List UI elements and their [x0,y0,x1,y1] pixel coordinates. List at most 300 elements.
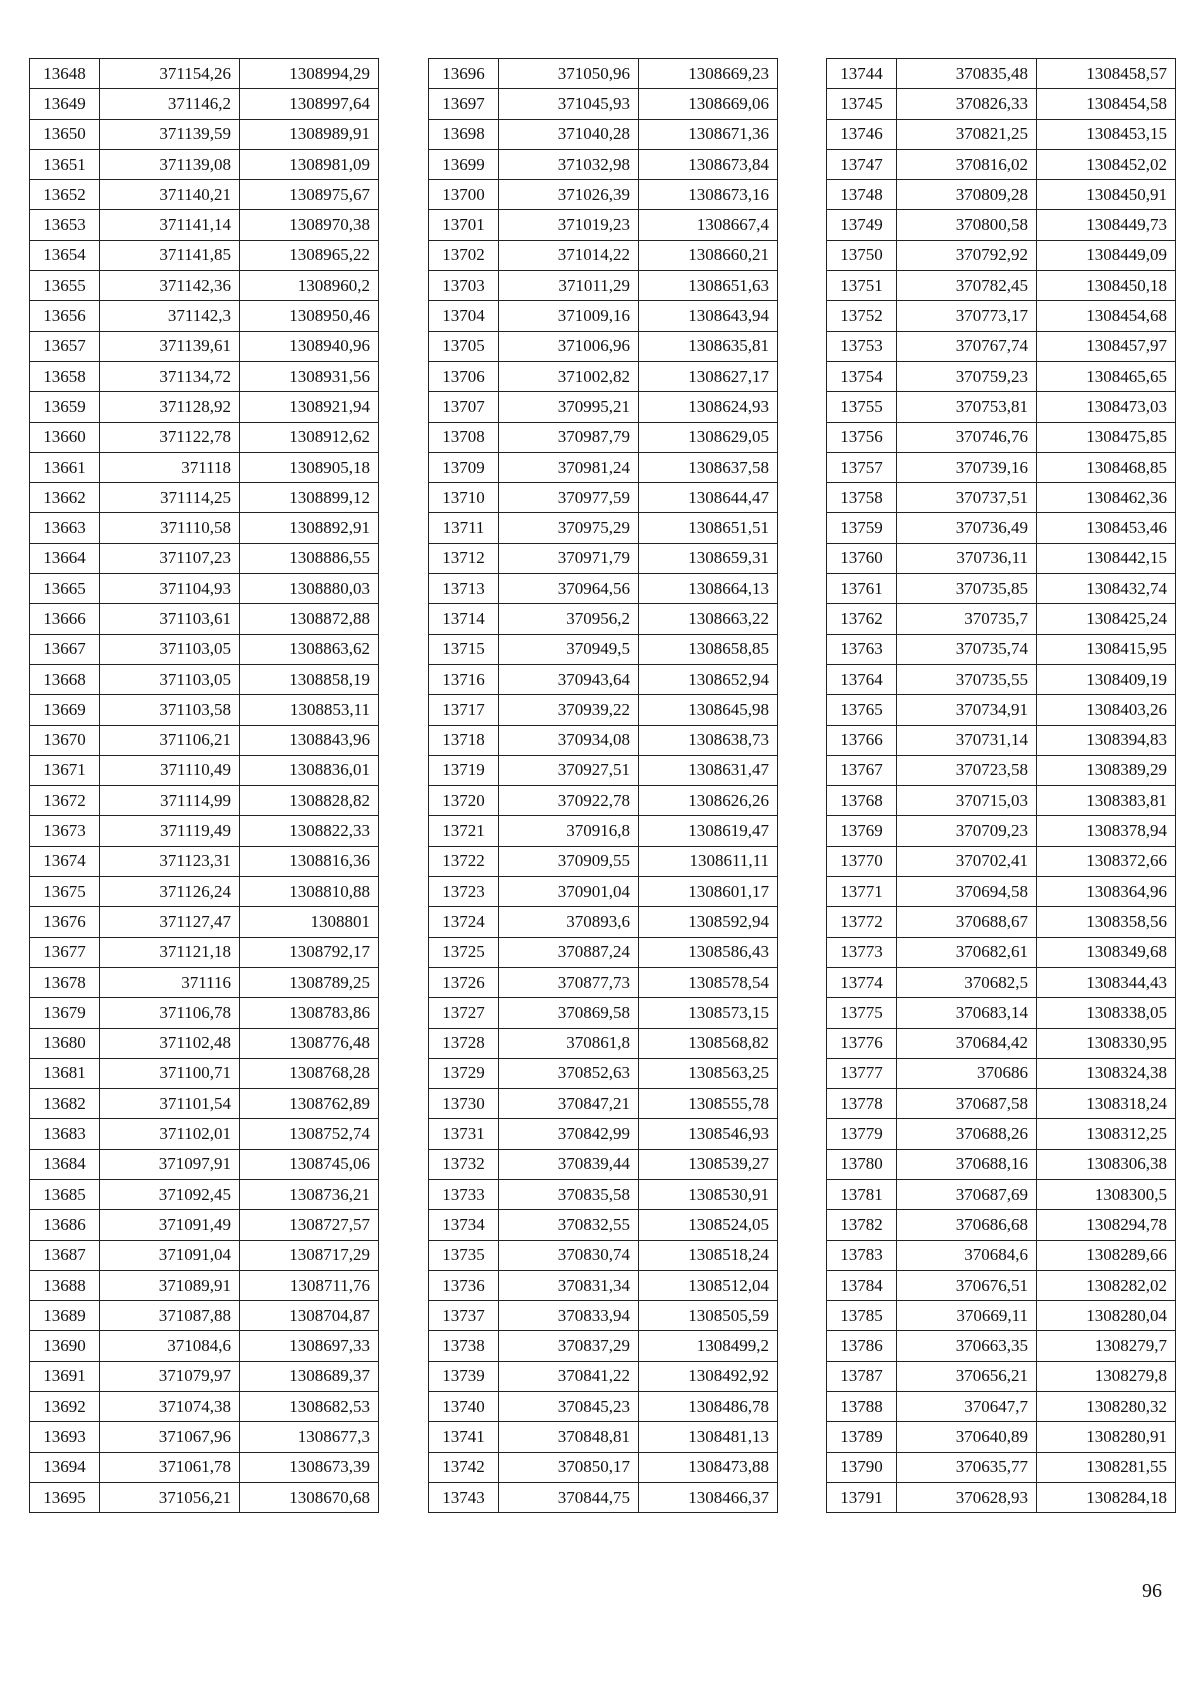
y-coordinate-cell: 1308660,21 [639,240,778,270]
table-row [827,271,1176,301]
table-row [30,301,379,331]
y-coordinate-cell: 1308473,03 [1037,392,1176,422]
x-coordinate-cell: 371002,82 [499,361,639,391]
table-row [30,604,379,634]
y-coordinate-cell: 1308836,01 [240,755,379,785]
y-coordinate-cell: 1308960,2 [240,271,379,301]
x-coordinate-cell: 370837,29 [499,1331,639,1361]
table-row [429,149,778,179]
table-row [827,1179,1176,1209]
point-id-cell: 13733 [429,1179,499,1209]
point-id-cell: 13668 [30,664,100,694]
point-id-cell: 13773 [827,937,897,967]
x-coordinate-cell: 370686 [897,1058,1037,1088]
y-coordinate-cell: 1308389,29 [1037,755,1176,785]
table-row [827,543,1176,573]
point-id-cell: 13778 [827,1089,897,1119]
y-coordinate-cell: 1308415,95 [1037,634,1176,664]
y-coordinate-cell: 1308358,56 [1037,907,1176,937]
y-coordinate-cell: 1308279,8 [1037,1361,1176,1391]
y-coordinate-cell: 1308452,02 [1037,149,1176,179]
table-row [30,89,379,119]
y-coordinate-cell: 1308745,06 [240,1149,379,1179]
y-coordinate-cell: 1308462,36 [1037,483,1176,513]
x-coordinate-cell: 371084,6 [100,1331,240,1361]
point-id-cell: 13723 [429,877,499,907]
x-coordinate-cell: 371102,01 [100,1119,240,1149]
point-id-cell: 13745 [827,89,897,119]
x-coordinate-cell: 371040,28 [499,119,639,149]
table-row [429,1089,778,1119]
table-row [429,1119,778,1149]
table-row [30,1240,379,1270]
table-row [429,1028,778,1058]
table-row [30,1089,379,1119]
table-row [30,1149,379,1179]
y-coordinate-cell: 1308981,09 [240,149,379,179]
point-id-cell: 13656 [30,301,100,331]
y-coordinate-cell: 1308546,93 [639,1119,778,1149]
point-id-cell: 13709 [429,452,499,482]
table-row [30,1452,379,1482]
x-coordinate-cell: 370887,24 [499,937,639,967]
point-id-cell: 13751 [827,271,897,301]
y-coordinate-cell: 1308505,59 [639,1301,778,1331]
point-id-cell: 13698 [429,119,499,149]
y-coordinate-cell: 1308637,58 [639,452,778,482]
y-coordinate-cell: 1308658,85 [639,634,778,664]
point-id-cell: 13660 [30,422,100,452]
point-id-cell: 13786 [827,1331,897,1361]
point-id-cell: 13692 [30,1392,100,1422]
table-row [827,331,1176,361]
point-id-cell: 13754 [827,361,897,391]
x-coordinate-cell: 370682,61 [897,937,1037,967]
table-row [827,1270,1176,1300]
point-id-cell: 13760 [827,543,897,573]
table-row [30,998,379,1028]
y-coordinate-cell: 1308284,18 [1037,1482,1176,1512]
point-id-cell: 13742 [429,1452,499,1482]
point-id-cell: 13755 [827,392,897,422]
table-row [30,210,379,240]
x-coordinate-cell: 370682,5 [897,967,1037,997]
table-row [30,1179,379,1209]
point-id-cell: 13651 [30,149,100,179]
table-row [827,1482,1176,1512]
point-id-cell: 13721 [429,816,499,846]
point-id-cell: 13764 [827,664,897,694]
x-coordinate-cell: 371114,99 [100,786,240,816]
table-row [827,907,1176,937]
x-coordinate-cell: 371014,22 [499,240,639,270]
y-coordinate-cell: 1308318,24 [1037,1089,1176,1119]
point-id-cell: 13678 [30,967,100,997]
point-id-cell: 13738 [429,1331,499,1361]
y-coordinate-cell: 1308425,24 [1037,604,1176,634]
x-coordinate-cell: 371061,78 [100,1452,240,1482]
y-coordinate-cell: 1308619,47 [639,816,778,846]
x-coordinate-cell: 371154,26 [100,59,240,89]
y-coordinate-cell: 1308651,51 [639,513,778,543]
table-row [429,967,778,997]
point-id-cell: 13708 [429,422,499,452]
y-coordinate-cell: 1308673,39 [240,1452,379,1482]
x-coordinate-cell: 370842,99 [499,1119,639,1149]
table-row [827,210,1176,240]
point-id-cell: 13676 [30,907,100,937]
point-id-cell: 13757 [827,452,897,482]
x-coordinate-cell: 370841,22 [499,1361,639,1391]
coordinate-table-3 [826,58,1176,1513]
table-row [429,1452,778,1482]
point-id-cell: 13753 [827,331,897,361]
x-coordinate-cell: 370877,73 [499,967,639,997]
point-id-cell: 13674 [30,846,100,876]
table-row [429,1240,778,1270]
table-row [827,846,1176,876]
table-row [30,271,379,301]
point-id-cell: 13724 [429,907,499,937]
coordinate-table-2 [428,58,778,1513]
x-coordinate-cell: 371050,96 [499,59,639,89]
point-id-cell: 13648 [30,59,100,89]
table-row [827,1210,1176,1240]
x-coordinate-cell: 370800,58 [897,210,1037,240]
x-coordinate-cell: 370850,17 [499,1452,639,1482]
x-coordinate-cell: 370852,63 [499,1058,639,1088]
point-id-cell: 13777 [827,1058,897,1088]
x-coordinate-cell: 370684,42 [897,1028,1037,1058]
y-coordinate-cell: 1308539,27 [639,1149,778,1179]
y-coordinate-cell: 1308601,17 [639,877,778,907]
y-coordinate-cell: 1308736,21 [240,1179,379,1209]
point-id-cell: 13665 [30,574,100,604]
point-id-cell: 13717 [429,695,499,725]
table-row [827,89,1176,119]
x-coordinate-cell: 371009,16 [499,301,639,331]
y-coordinate-cell: 1308449,09 [1037,240,1176,270]
y-coordinate-cell: 1308453,15 [1037,119,1176,149]
y-coordinate-cell: 1308663,22 [639,604,778,634]
table-row [429,937,778,967]
x-coordinate-cell: 370934,08 [499,725,639,755]
table-row [429,664,778,694]
point-id-cell: 13650 [30,119,100,149]
y-coordinate-cell: 1308349,68 [1037,937,1176,967]
table-row [429,574,778,604]
x-coordinate-cell: 370656,21 [897,1361,1037,1391]
table-row [30,907,379,937]
x-coordinate-cell: 371110,58 [100,513,240,543]
y-coordinate-cell: 1308378,94 [1037,816,1176,846]
x-coordinate-cell: 370922,78 [499,786,639,816]
x-coordinate-cell: 370688,26 [897,1119,1037,1149]
table-row [827,1149,1176,1179]
point-id-cell: 13761 [827,574,897,604]
point-id-cell: 13652 [30,180,100,210]
point-id-cell: 13714 [429,604,499,634]
y-coordinate-cell: 1308677,3 [240,1422,379,1452]
point-id-cell: 13787 [827,1361,897,1391]
x-coordinate-cell: 371097,91 [100,1149,240,1179]
point-id-cell: 13685 [30,1179,100,1209]
x-coordinate-cell: 370809,28 [897,180,1037,210]
table-row [30,513,379,543]
x-coordinate-cell: 370821,25 [897,119,1037,149]
y-coordinate-cell: 1308752,74 [240,1119,379,1149]
y-coordinate-cell: 1308997,64 [240,89,379,119]
y-coordinate-cell: 1308457,97 [1037,331,1176,361]
x-coordinate-cell: 371118 [100,452,240,482]
x-coordinate-cell: 371091,04 [100,1240,240,1270]
x-coordinate-cell: 370792,92 [897,240,1037,270]
table-row [827,301,1176,331]
point-id-cell: 13734 [429,1210,499,1240]
y-coordinate-cell: 1308279,7 [1037,1331,1176,1361]
point-id-cell: 13694 [30,1452,100,1482]
x-coordinate-cell: 370688,67 [897,907,1037,937]
y-coordinate-cell: 1308886,55 [240,543,379,573]
x-coordinate-cell: 371079,97 [100,1361,240,1391]
y-coordinate-cell: 1308280,91 [1037,1422,1176,1452]
point-id-cell: 13740 [429,1392,499,1422]
point-id-cell: 13730 [429,1089,499,1119]
y-coordinate-cell: 1308409,19 [1037,664,1176,694]
table-row [827,422,1176,452]
x-coordinate-cell: 370688,16 [897,1149,1037,1179]
table-row [30,1270,379,1300]
table-row [429,1331,778,1361]
x-coordinate-cell: 370753,81 [897,392,1037,422]
point-id-cell: 13732 [429,1149,499,1179]
table-row [827,1361,1176,1391]
table-row [30,149,379,179]
x-coordinate-cell: 371103,05 [100,634,240,664]
point-id-cell: 13696 [429,59,499,89]
x-coordinate-cell: 371142,36 [100,271,240,301]
x-coordinate-cell: 370901,04 [499,877,639,907]
y-coordinate-cell: 1308432,74 [1037,574,1176,604]
table-row [30,1028,379,1058]
x-coordinate-cell: 371026,39 [499,180,639,210]
y-coordinate-cell: 1308473,88 [639,1452,778,1482]
table-row [429,543,778,573]
point-id-cell: 13791 [827,1482,897,1512]
x-coordinate-cell: 371116 [100,967,240,997]
y-coordinate-cell: 1308555,78 [639,1089,778,1119]
table-row [827,1331,1176,1361]
point-id-cell: 13675 [30,877,100,907]
x-coordinate-cell: 371087,88 [100,1301,240,1331]
x-coordinate-cell: 370861,8 [499,1028,639,1058]
y-coordinate-cell: 1308801 [240,907,379,937]
coordinate-table-1 [29,58,379,1513]
point-id-cell: 13768 [827,786,897,816]
point-id-cell: 13776 [827,1028,897,1058]
table-row [429,846,778,876]
y-coordinate-cell: 1308499,2 [639,1331,778,1361]
x-coordinate-cell: 371139,59 [100,119,240,149]
point-id-cell: 13762 [827,604,897,634]
table-row [429,392,778,422]
point-id-cell: 13677 [30,937,100,967]
table-row [429,1482,778,1512]
y-coordinate-cell: 1308652,94 [639,664,778,694]
x-coordinate-cell: 371121,18 [100,937,240,967]
x-coordinate-cell: 370831,34 [499,1270,639,1300]
y-coordinate-cell: 1308624,93 [639,392,778,422]
y-coordinate-cell: 1308282,02 [1037,1270,1176,1300]
point-id-cell: 13771 [827,877,897,907]
table-row [429,119,778,149]
table-row [429,361,778,391]
x-coordinate-cell: 370835,58 [499,1179,639,1209]
y-coordinate-cell: 1308816,36 [240,846,379,876]
x-coordinate-cell: 370916,8 [499,816,639,846]
point-id-cell: 13727 [429,998,499,1028]
point-id-cell: 13699 [429,149,499,179]
point-id-cell: 13785 [827,1301,897,1331]
point-id-cell: 13766 [827,725,897,755]
point-id-cell: 13673 [30,816,100,846]
point-id-cell: 13779 [827,1119,897,1149]
point-id-cell: 13746 [827,119,897,149]
table-row [30,1392,379,1422]
y-coordinate-cell: 1308645,98 [639,695,778,725]
point-id-cell: 13662 [30,483,100,513]
point-id-cell: 13713 [429,574,499,604]
point-id-cell: 13775 [827,998,897,1028]
y-coordinate-cell: 1308950,46 [240,301,379,331]
y-coordinate-cell: 1308644,47 [639,483,778,513]
y-coordinate-cell: 1308289,66 [1037,1240,1176,1270]
y-coordinate-cell: 1308717,29 [240,1240,379,1270]
table-row [30,1210,379,1240]
y-coordinate-cell: 1308863,62 [240,634,379,664]
table-row [429,452,778,482]
table-row [429,513,778,543]
y-coordinate-cell: 1308669,23 [639,59,778,89]
table-row [30,180,379,210]
x-coordinate-cell: 371101,54 [100,1089,240,1119]
x-coordinate-cell: 371104,93 [100,574,240,604]
table-row [429,331,778,361]
y-coordinate-cell: 1308294,78 [1037,1210,1176,1240]
x-coordinate-cell: 371134,72 [100,361,240,391]
table-row [30,937,379,967]
y-coordinate-cell: 1308975,67 [240,180,379,210]
table-row [827,180,1176,210]
point-id-cell: 13722 [429,846,499,876]
point-id-cell: 13758 [827,483,897,513]
table-row [429,1179,778,1209]
point-id-cell: 13690 [30,1331,100,1361]
table-row [30,664,379,694]
y-coordinate-cell: 1308403,26 [1037,695,1176,725]
point-id-cell: 13735 [429,1240,499,1270]
x-coordinate-cell: 371139,08 [100,149,240,179]
x-coordinate-cell: 371114,25 [100,483,240,513]
table-row [827,452,1176,482]
y-coordinate-cell: 1308704,87 [240,1301,379,1331]
y-coordinate-cell: 1308454,68 [1037,301,1176,331]
x-coordinate-cell: 370977,59 [499,483,639,513]
table-row [30,846,379,876]
table-row [827,483,1176,513]
y-coordinate-cell: 1308280,04 [1037,1301,1176,1331]
table-row [827,816,1176,846]
table-row [827,59,1176,89]
point-id-cell: 13716 [429,664,499,694]
y-coordinate-cell: 1308669,06 [639,89,778,119]
x-coordinate-cell: 370735,7 [897,604,1037,634]
x-coordinate-cell: 371119,49 [100,816,240,846]
point-id-cell: 13715 [429,634,499,664]
point-id-cell: 13704 [429,301,499,331]
point-id-cell: 13770 [827,846,897,876]
point-id-cell: 13784 [827,1270,897,1300]
y-coordinate-cell: 1308475,85 [1037,422,1176,452]
point-id-cell: 13683 [30,1119,100,1149]
x-coordinate-cell: 371106,78 [100,998,240,1028]
y-coordinate-cell: 1308673,16 [639,180,778,210]
point-id-cell: 13765 [827,695,897,725]
y-coordinate-cell: 1308611,11 [639,846,778,876]
x-coordinate-cell: 370686,68 [897,1210,1037,1240]
table-row [827,149,1176,179]
point-id-cell: 13703 [429,271,499,301]
point-id-cell: 13744 [827,59,897,89]
y-coordinate-cell: 1308638,73 [639,725,778,755]
table-row [827,1028,1176,1058]
x-coordinate-cell: 370981,24 [499,452,639,482]
point-id-cell: 13737 [429,1301,499,1331]
x-coordinate-cell: 371140,21 [100,180,240,210]
table-row [429,634,778,664]
x-coordinate-cell: 370723,58 [897,755,1037,785]
table-row [429,483,778,513]
x-coordinate-cell: 370975,29 [499,513,639,543]
table-row [827,361,1176,391]
y-coordinate-cell: 1308776,48 [240,1028,379,1058]
point-id-cell: 13783 [827,1240,897,1270]
y-coordinate-cell: 1308872,88 [240,604,379,634]
point-id-cell: 13702 [429,240,499,270]
point-id-cell: 13748 [827,180,897,210]
point-id-cell: 13671 [30,755,100,785]
table-row [827,1119,1176,1149]
x-coordinate-cell: 370739,16 [897,452,1037,482]
table-row [30,331,379,361]
y-coordinate-cell: 1308468,85 [1037,452,1176,482]
x-coordinate-cell: 370628,93 [897,1482,1037,1512]
x-coordinate-cell: 370909,55 [499,846,639,876]
x-coordinate-cell: 370848,81 [499,1422,639,1452]
table-row [30,1301,379,1331]
y-coordinate-cell: 1308568,82 [639,1028,778,1058]
y-coordinate-cell: 1308486,78 [639,1392,778,1422]
table-row [827,786,1176,816]
point-id-cell: 13743 [429,1482,499,1512]
point-id-cell: 13670 [30,725,100,755]
y-coordinate-cell: 1308822,33 [240,816,379,846]
y-coordinate-cell: 1308667,4 [639,210,778,240]
table-row [429,271,778,301]
table-row [827,1058,1176,1088]
table-row [827,967,1176,997]
table-row [30,574,379,604]
